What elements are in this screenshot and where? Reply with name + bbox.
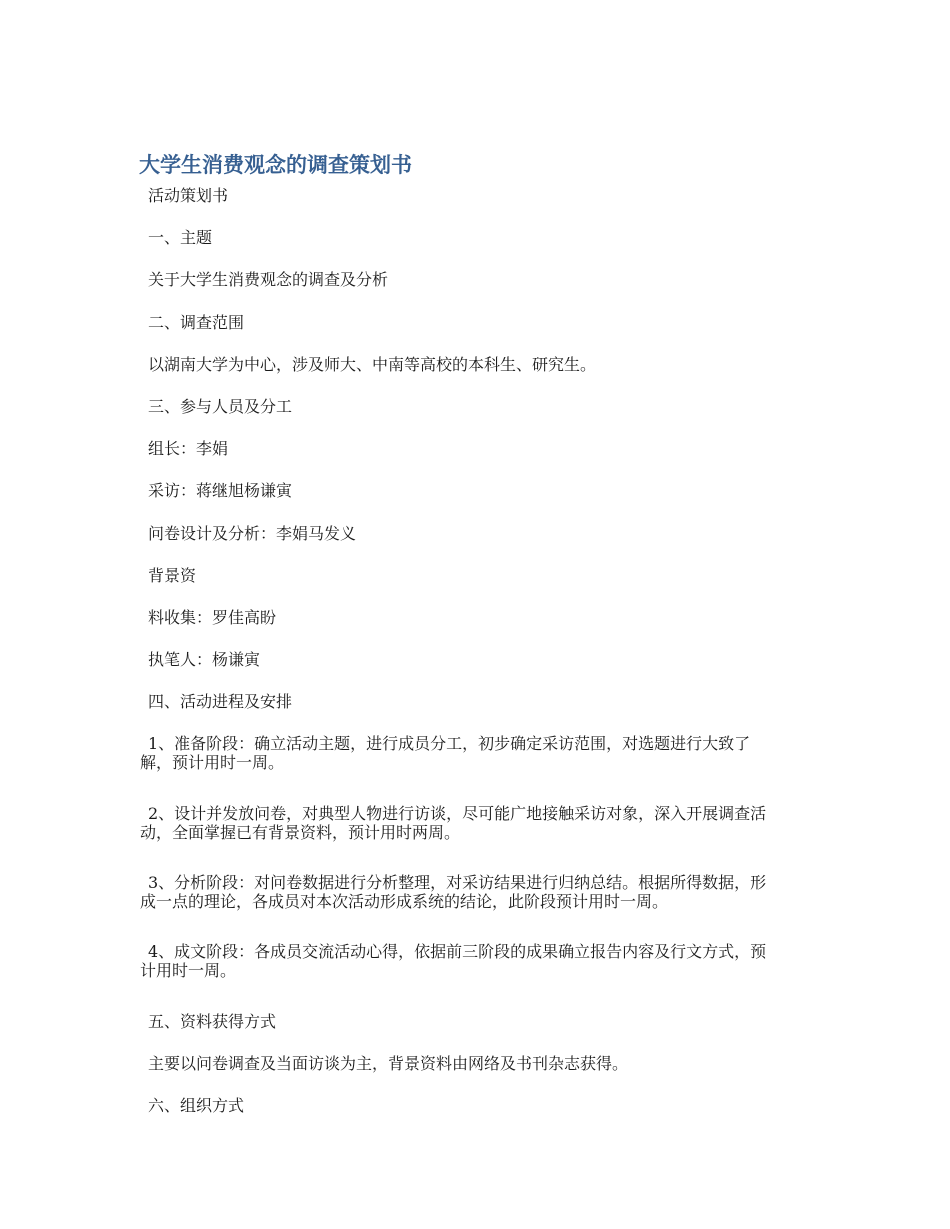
paragraph-questionnaire: 问卷设计及分析：李娟马发义 (148, 523, 357, 543)
paragraph-stage-3 (140, 869, 810, 912)
paragraph-plan-label: 活动策划书 (148, 186, 229, 205)
section-heading-organization: 六、组织方式 (148, 1096, 245, 1115)
paragraph-stage-2-line-2: 动，全面掌握已有背景资料，预计用时两周。 (140, 822, 461, 842)
document-title: 大学生消费观念的调查策划书 (139, 153, 412, 177)
paragraph-stage-2 (140, 800, 810, 843)
paragraph-leader: 组长：李娟 (148, 439, 229, 459)
paragraph-theme: 关于大学生消费观念的调查及分析 (148, 270, 389, 290)
paragraph-stage-2-line-1: 2、设计并发放问卷，对典型人物进行访谈，尽可能广地接触采访对象，深入开展调查活 (148, 803, 767, 823)
paragraph-scope: 以湖南大学为中心，涉及师大、中南等高校的本科生、研究生。 (148, 354, 597, 374)
section-heading-scope: 二、调查范围 (148, 312, 245, 332)
paragraph-background-b: 料收集：罗佳高盼 (148, 607, 277, 627)
paragraph-interview: 采访：蒋继旭杨谦寅 (148, 481, 293, 501)
document-body (140, 182, 810, 1134)
paragraph-writer: 执笔人：杨谦寅 (148, 650, 261, 670)
paragraph-stage-1 (140, 730, 810, 773)
section-heading-theme: 一、主题 (148, 228, 213, 248)
paragraph-stage-4-line-1: 4、成文阶段：各成员交流活动心得，依据前三阶段的成果确立报告内容及行文方式，预 (148, 942, 767, 962)
paragraph-data-sources: 主要以问卷调查及当面访谈为主，背景资料由网络及书刊杂志获得。 (148, 1053, 629, 1073)
paragraph-stage-1-line-1: 1、准备阶段：确立活动主题，进行成员分工，初步确定采访范围，对选题进行大致了 (148, 734, 751, 754)
paragraph-stage-3-line-2: 成一点的理论，各成员对本次活动形成系统的结论，此阶段预计用时一周。 (140, 892, 669, 912)
paragraph-stage-4 (140, 938, 810, 981)
paragraph-stage-3-line-1: 3、分析阶段：对问卷数据进行分析整理，对采访结果进行归纳总结。根据所得数据，形 (148, 873, 767, 893)
paragraph-background-a: 背景资 (148, 565, 197, 585)
section-heading-data-sources: 五、资料获得方式 (148, 1011, 277, 1031)
paragraph-stage-4-line-2: 计用时一周。 (140, 961, 237, 981)
section-heading-schedule: 四、活动进程及安排 (148, 692, 293, 712)
section-heading-members: 三、参与人员及分工 (148, 396, 293, 416)
paragraph-stage-1-line-2: 解，预计用时一周。 (140, 753, 285, 773)
